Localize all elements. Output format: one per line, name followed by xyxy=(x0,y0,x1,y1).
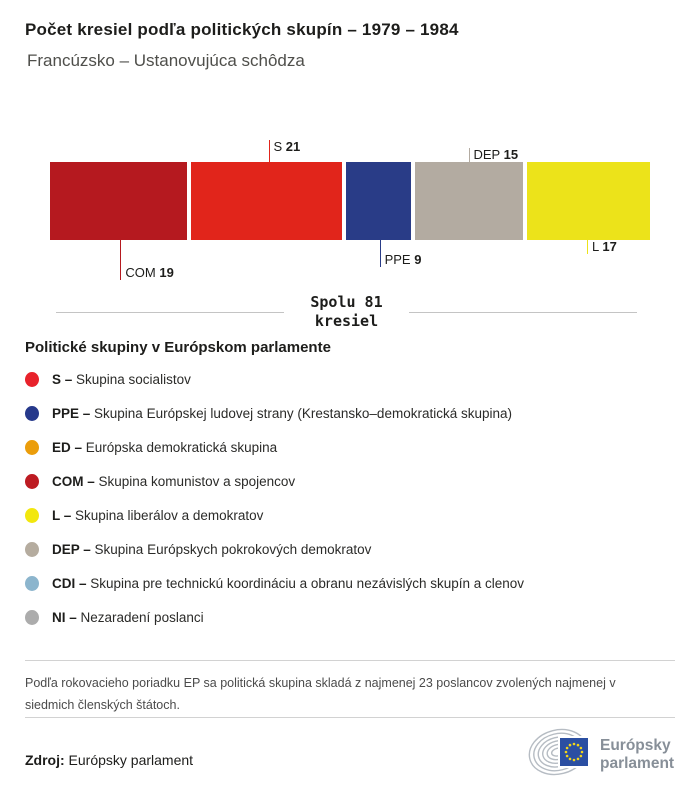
legend-dot-ppe xyxy=(25,406,39,421)
callout-tick-l xyxy=(587,240,588,254)
callout-label-dep: DEP 15 xyxy=(473,147,519,162)
callout-tick-dep xyxy=(469,148,470,162)
legend-item-l xyxy=(25,508,524,523)
page-subtitle: Francúzsko – Ustanovujúca schôdza xyxy=(27,51,305,70)
total-rule-right xyxy=(409,312,637,313)
callout-tick-com xyxy=(120,240,121,280)
legend-dot-com xyxy=(25,474,39,489)
total-seats-row xyxy=(56,293,637,331)
callout-label-ppe: PPE 9 xyxy=(384,252,422,267)
seat-bar xyxy=(50,162,650,240)
legend-dot-cdi xyxy=(25,576,39,591)
legend-item-com xyxy=(25,474,524,489)
callout-label-s: S 21 xyxy=(273,139,301,154)
legend-label-com: COM – Skupina komunistov a spojencov xyxy=(52,474,296,489)
logo-text-line2: parlament xyxy=(600,755,675,772)
callout-label-l: L 17 xyxy=(592,239,617,254)
legend-item-ed xyxy=(25,440,524,455)
bar-segment-com[interactable] xyxy=(50,162,187,240)
legend-label-ni: NI – Nezaradení poslanci xyxy=(52,610,204,625)
divider-top xyxy=(25,660,675,661)
bar-segment-ppe[interactable] xyxy=(346,162,411,240)
legend-item-cdi xyxy=(25,576,524,591)
page-title: Počet kresiel podľa politických skupín – 1979 – 1984 xyxy=(25,20,459,39)
bar-segment-l[interactable] xyxy=(527,162,650,240)
legend-dot-ni xyxy=(25,610,39,625)
legend-dot-l xyxy=(25,508,39,523)
source-label: Zdroj: xyxy=(25,752,65,768)
divider-bottom xyxy=(25,717,675,718)
callout-label-com: COM 19 xyxy=(125,265,174,280)
logo-text-line1: Európsky xyxy=(600,737,671,754)
legend-item-ni xyxy=(25,610,524,625)
legend-dot-ed xyxy=(25,440,39,455)
legend-dot-s xyxy=(25,372,39,387)
legend-label-ppe: PPE – Skupina Európskej ludovej strany (Krestansko–demokratická skupina) xyxy=(52,406,512,421)
legend-heading: Politické skupiny v Európskom parlamente xyxy=(25,339,331,356)
total-line-1: Spolu 81 xyxy=(310,293,383,311)
legend-item-s xyxy=(25,372,524,387)
legend-label-dep: DEP – Skupina Európskych pokrokových demokratov xyxy=(52,542,372,557)
legend-label-cdi: CDI – Skupina pre technickú koordináciu a obranu nezávislých skupín a clenov xyxy=(52,576,525,591)
source-value: Európsky parlament xyxy=(68,752,194,768)
total-line-2: kresiel xyxy=(314,312,379,330)
total-seats-label xyxy=(310,293,382,331)
legend-item-dep xyxy=(25,542,524,557)
legend-label-s: S – Skupina socialistov xyxy=(52,372,191,387)
eu-flag-icon xyxy=(558,736,590,768)
total-rule-left xyxy=(56,312,284,313)
callout-tick-ppe xyxy=(380,240,381,267)
ep-logo-svg xyxy=(528,720,696,782)
ep-logo xyxy=(528,720,696,782)
bar-segment-s[interactable] xyxy=(191,162,342,240)
source-line xyxy=(25,752,193,768)
legend-dot-dep xyxy=(25,542,39,557)
legend-label-ed: ED – Európska demokratická skupina xyxy=(52,440,278,455)
legend-list xyxy=(25,372,524,644)
callout-tick-s xyxy=(269,140,270,162)
footnote: Podľa rokovacieho poriadku EP sa politická skupina skladá z najmenej 23 poslancov zvolených najmenej v siedmich členských štátoch. xyxy=(25,676,616,712)
stacked-bar-chart xyxy=(50,130,650,292)
legend-item-ppe xyxy=(25,406,524,421)
bar-segment-dep[interactable] xyxy=(415,162,523,240)
legend-label-l: L – Skupina liberálov a demokratov xyxy=(52,508,264,523)
